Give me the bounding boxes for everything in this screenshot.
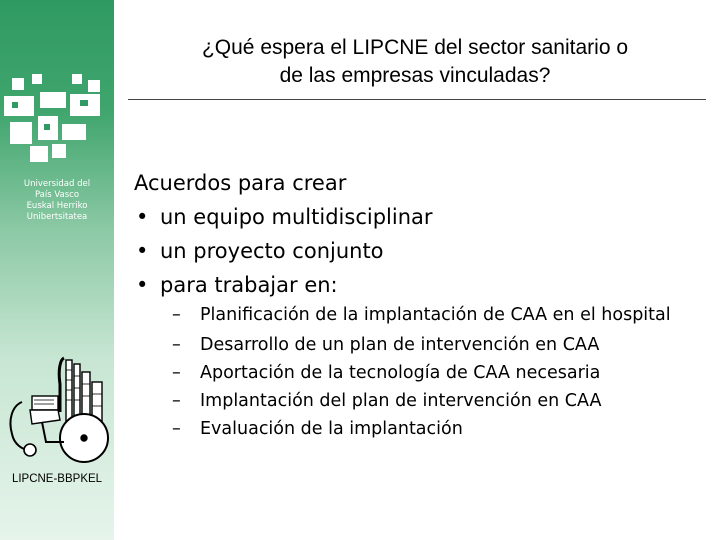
sub-bullet-marker: – [172,305,181,325]
university-line: Euskal Herriko [26,201,88,211]
sub-bullet-item [172,331,692,359]
sub-bullet-list [172,303,692,443]
sub-bullet-marker: – [172,335,181,355]
title-line: de las empresas vinculadas? [279,64,551,87]
bullet-marker: • [136,205,149,229]
sub-bullet-text: Implantación del plan de intervención en CAA [200,391,602,411]
bullet-marker: • [136,273,149,297]
university-name [0,179,114,223]
bullet-text: un proyecto conjunto [160,239,384,263]
sub-bullet-marker: – [172,419,181,439]
bullet-text: un equipo multidisciplinar [160,205,433,229]
sub-bullet-text: Aportación de la tecnología de CAA necesaria [200,363,601,383]
bullet-marker: • [136,239,149,263]
sidebar [0,0,114,540]
sub-bullet-marker: – [172,391,181,411]
slide-body [134,166,704,439]
sub-bullet-item [172,359,692,387]
university-line: Universidad del [23,179,91,189]
sub-bullet-item [172,387,692,415]
university-line: Unibertsitatea [26,212,88,222]
bullet-item [134,234,704,268]
lipcne-label: LIPCNE-BBPKEL [11,473,103,485]
bullet-text: para trabajar en: [160,273,338,297]
ehu-logo-icon [0,70,114,170]
bullet-item [134,200,704,234]
bullet-item [134,268,704,302]
title-line: ¿Qué espera el LIPCNE del sector sanitario o [201,36,629,59]
sub-bullet-text: Desarrollo de un plan de intervención en CAA [200,335,600,355]
slide-title [130,34,700,90]
lead-text: Acuerdos para crear [134,171,347,195]
sub-bullet-item [172,415,692,443]
sub-bullet-marker: – [172,363,181,383]
university-line: País Vasco [34,190,80,200]
bullet-list [134,200,704,302]
sub-bullet-text: Planificación de la implantación de CAA en el hospital [200,305,671,325]
sub-bullet-text: Evaluación de la implantación [200,419,463,439]
sub-bullet-item [172,303,692,331]
title-divider [128,99,706,100]
wheelchair-communication-icon [2,350,112,470]
